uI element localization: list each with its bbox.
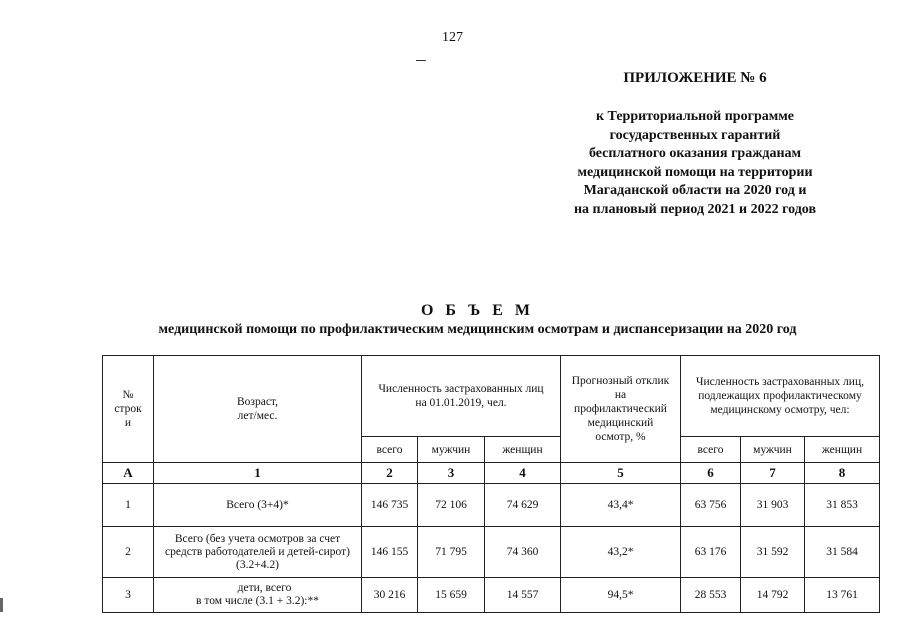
cell-subject-men: 31 903 — [741, 484, 805, 527]
cell-response: 43,4* — [561, 484, 681, 527]
appendix-line: медицинской помощи на территории — [577, 164, 813, 180]
header-insured-women: женщин — [485, 437, 561, 463]
table-row — [103, 484, 880, 527]
appendix-line: государственных гарантий — [609, 127, 781, 143]
header-subject-total: всего — [681, 437, 741, 463]
header-insured-men: мужчин — [418, 437, 485, 463]
header-insured-total: всего — [362, 437, 418, 463]
cell-subject-women: 13 761 — [805, 578, 880, 613]
index-cell: 8 — [805, 463, 880, 484]
index-cell: 5 — [561, 463, 681, 484]
cell-insured-total: 30 216 — [362, 578, 418, 613]
dash-mark — [416, 60, 426, 61]
cell-row-number: 3 — [103, 578, 154, 613]
volume-subtitle: медицинской помощи по профилактическим медицинским осмотрам и диспансеризации на 2020 год — [158, 322, 797, 337]
cell-subject-total: 63 176 — [681, 527, 741, 578]
cell-subject-men: 14 792 — [741, 578, 805, 613]
cell-subject-total: 63 756 — [681, 484, 741, 527]
header-subject-women: женщин — [805, 437, 880, 463]
cell-subject-women: 31 853 — [805, 484, 880, 527]
cell-subject-total: 28 553 — [681, 578, 741, 613]
cell-row-number: 1 — [103, 484, 154, 527]
index-cell: 6 — [681, 463, 741, 484]
cell-insured-women: 74 629 — [485, 484, 561, 527]
appendix-title: ПРИЛОЖЕНИЕ № 6 — [623, 70, 767, 86]
appendix-line: бесплатного оказания гражданам — [588, 146, 802, 161]
header-insured: Численность застрахованных лиц на 01.01.2019, чел. — [362, 356, 561, 437]
page-number: 127 — [442, 30, 463, 45]
cell-subject-men: 31 592 — [741, 527, 805, 578]
header-response: Прогнозный отклик на профилактический медицинский осмотр, % — [561, 356, 681, 463]
appendix-line: к Территориальной программе — [595, 109, 795, 124]
index-cell: 3 — [418, 463, 485, 484]
index-cell: А — [103, 463, 154, 484]
table-row — [103, 578, 880, 613]
cell-insured-men: 71 795 — [418, 527, 485, 578]
cell-insured-total: 146 735 — [362, 484, 418, 527]
cell-response: 43,2* — [561, 527, 681, 578]
volume-title: О Б Ъ Е М — [420, 302, 535, 319]
appendix-description — [560, 108, 830, 219]
cell-insured-women: 14 557 — [485, 578, 561, 613]
table-row — [103, 527, 880, 578]
header-subject-men: мужчин — [741, 437, 805, 463]
cell-response: 94,5* — [561, 578, 681, 613]
appendix-line: Магаданской области на 2020 год и — [583, 183, 807, 198]
header-subject: Численность застрахованных лиц, подлежащих профилактическому медицинскому осмотру, чел: — [681, 356, 880, 437]
index-row — [103, 463, 880, 484]
header-age: Возраст, лет/мес. — [154, 356, 362, 463]
index-cell: 7 — [741, 463, 805, 484]
header-row-number: № строк и — [103, 356, 154, 463]
index-cell: 4 — [485, 463, 561, 484]
cell-age-label: Всего (без учета осмотров за счет средств работодателей и детей-сирот) (3.2+4.2) — [154, 527, 362, 578]
volume-table — [102, 355, 880, 613]
cell-row-number: 2 — [103, 527, 154, 578]
cell-age-label: дети, всего в том числе (3.1 + 3.2):** — [154, 578, 362, 613]
cell-insured-women: 74 360 — [485, 527, 561, 578]
cell-subject-women: 31 584 — [805, 527, 880, 578]
index-cell: 2 — [362, 463, 418, 484]
cell-age-label: Всего (3+4)* — [154, 484, 362, 527]
index-cell: 1 — [154, 463, 362, 484]
cell-insured-men: 72 106 — [418, 484, 485, 527]
scan-edge-mark — [0, 598, 3, 612]
appendix-line: на плановый период 2021 и 2022 годов — [573, 201, 817, 217]
cell-insured-men: 15 659 — [418, 578, 485, 613]
cell-insured-total: 146 155 — [362, 527, 418, 578]
